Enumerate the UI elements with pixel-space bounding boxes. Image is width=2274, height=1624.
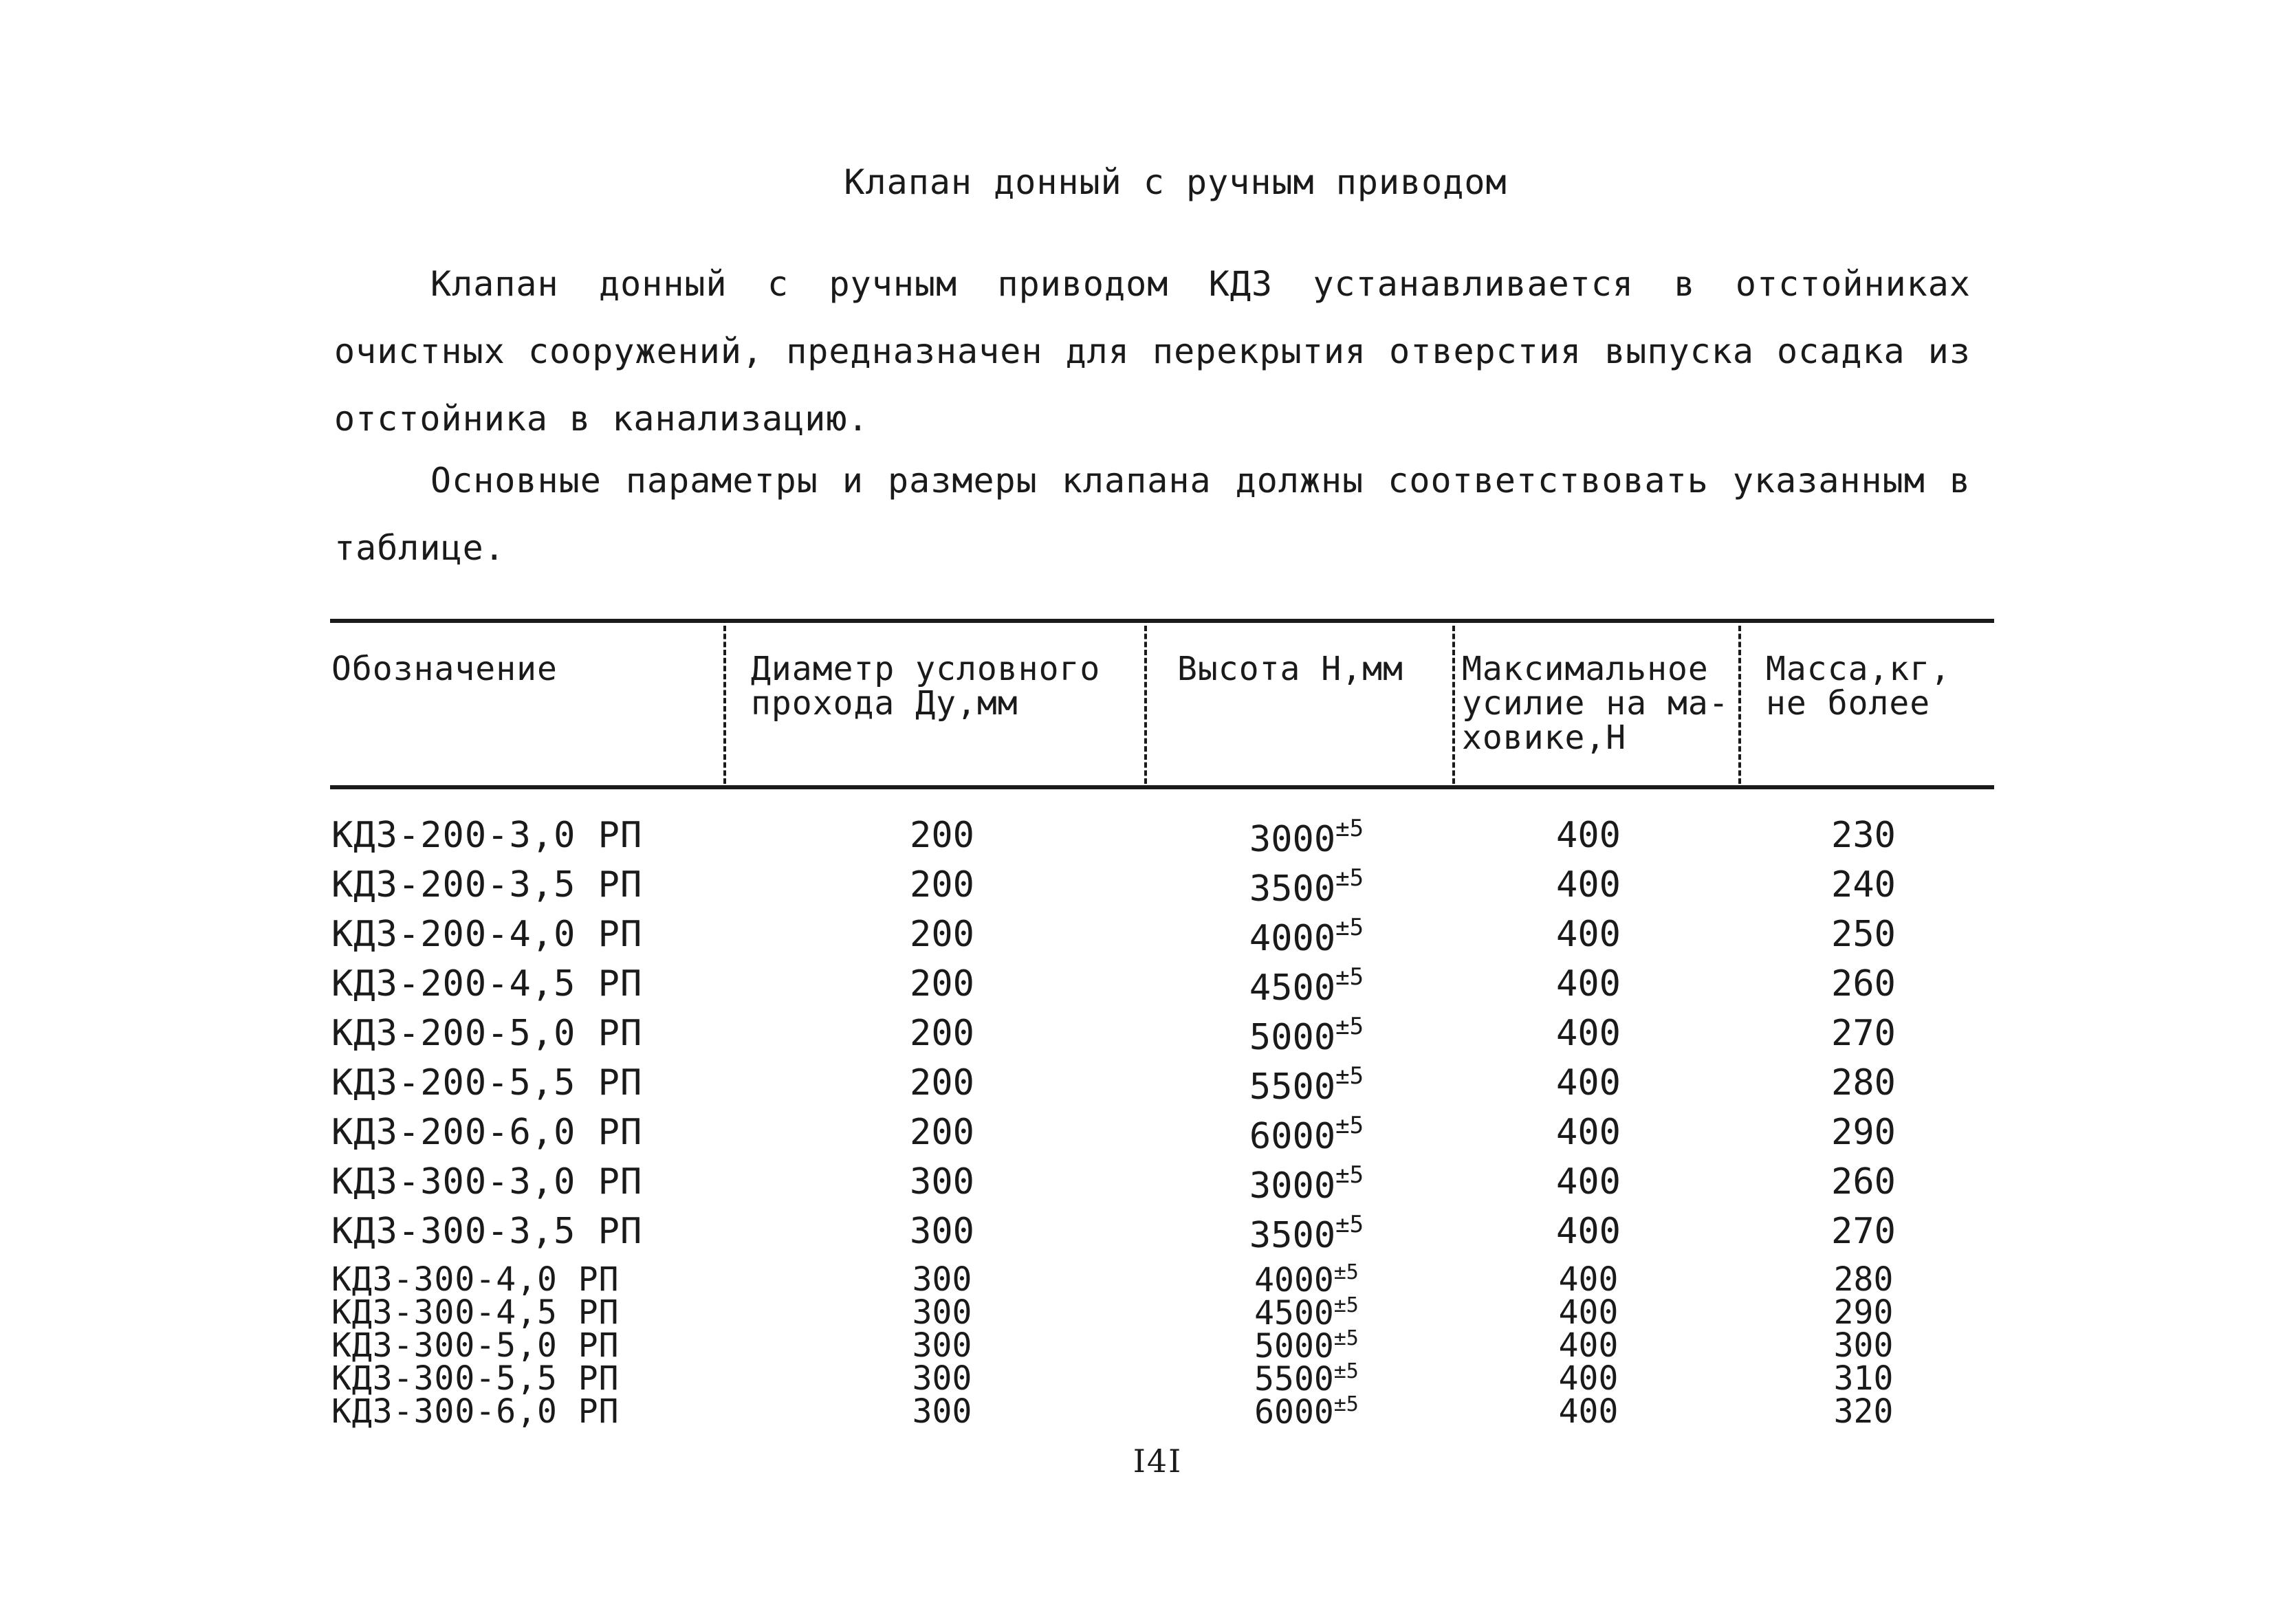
cell-designation: КДЗ-300-4,5 РП bbox=[331, 1293, 620, 1332]
cell-height bbox=[1203, 1112, 1410, 1157]
cell-mass: 260 bbox=[1831, 963, 1896, 1005]
cell-height-value: 5500 bbox=[1254, 1360, 1334, 1398]
cell-diameter: 300 bbox=[910, 1161, 974, 1203]
cell-height-tolerance: ±5 bbox=[1333, 1326, 1359, 1350]
cell-height-tolerance: ±5 bbox=[1335, 1112, 1364, 1139]
table-top-rule bbox=[330, 619, 1994, 623]
cell-mass: 270 bbox=[1831, 1211, 1896, 1252]
cell-height bbox=[1203, 864, 1410, 910]
column-divider bbox=[1144, 626, 1147, 784]
cell-height-tolerance: ±5 bbox=[1335, 1161, 1364, 1189]
cell-height-value: 4500 bbox=[1249, 967, 1336, 1009]
header-force: Максимальное усилие на ма- ховике,Н bbox=[1462, 650, 1729, 757]
paragraph-parameters bbox=[334, 447, 1971, 582]
header-designation: Обозначение bbox=[331, 650, 558, 688]
cell-height bbox=[1203, 1062, 1410, 1108]
cell-mass: 250 bbox=[1831, 914, 1896, 955]
cell-force: 400 bbox=[1556, 864, 1621, 906]
cell-designation: КДЗ-200-3,0 РП bbox=[331, 815, 643, 856]
cell-mass: 320 bbox=[1833, 1392, 1894, 1431]
table-row bbox=[330, 1013, 1994, 1062]
header-mass: Масса,кг, не более bbox=[1766, 650, 1952, 723]
cell-force: 400 bbox=[1558, 1392, 1619, 1431]
cell-designation: КДЗ-200-3,5 РП bbox=[331, 864, 643, 906]
cell-height bbox=[1203, 1161, 1410, 1207]
cell-height-value: 5500 bbox=[1249, 1066, 1336, 1108]
paragraph-parameters-text: Основные параметры и размеры клапана должны соответствовать указанным в таблице. bbox=[334, 461, 1971, 568]
cell-designation: КДЗ-300-4,0 РП bbox=[331, 1260, 620, 1299]
cell-height-value: 3500 bbox=[1249, 1215, 1336, 1256]
cell-height-tolerance: ±5 bbox=[1333, 1359, 1359, 1383]
table-body bbox=[330, 815, 1994, 1431]
cell-height-tolerance: ±5 bbox=[1333, 1392, 1359, 1416]
cell-designation: КДЗ-200-4,0 РП bbox=[331, 914, 643, 955]
cell-height-value: 6000 bbox=[1249, 1116, 1336, 1157]
cell-designation: КДЗ-300-5,5 РП bbox=[331, 1359, 620, 1398]
table-row bbox=[330, 1062, 1994, 1112]
table-row bbox=[330, 963, 1994, 1013]
column-divider bbox=[723, 626, 726, 784]
column-divider bbox=[1452, 626, 1455, 784]
table-row bbox=[330, 1260, 1994, 1299]
table-row bbox=[330, 914, 1994, 963]
column-divider bbox=[1738, 626, 1741, 784]
table-row bbox=[330, 1392, 1994, 1431]
cell-designation: КДЗ-300-5,0 РП bbox=[331, 1326, 620, 1365]
table-header-rule bbox=[330, 785, 1994, 789]
cell-diameter: 200 bbox=[910, 914, 974, 955]
cell-height-value: 5000 bbox=[1249, 1017, 1336, 1058]
document-title: Клапан донный с ручным приводом bbox=[844, 162, 1507, 202]
cell-height-value: 6000 bbox=[1254, 1393, 1334, 1431]
table-row bbox=[330, 1326, 1994, 1365]
cell-diameter: 300 bbox=[912, 1260, 972, 1299]
cell-force: 400 bbox=[1558, 1326, 1619, 1365]
cell-height-tolerance: ±5 bbox=[1335, 963, 1364, 991]
cell-force: 400 bbox=[1558, 1293, 1619, 1332]
cell-height-value: 4000 bbox=[1254, 1261, 1334, 1299]
cell-height bbox=[1203, 963, 1410, 1009]
cell-diameter: 300 bbox=[912, 1293, 972, 1332]
cell-height-value: 4000 bbox=[1249, 918, 1336, 959]
cell-diameter: 200 bbox=[910, 1112, 974, 1153]
cell-force: 400 bbox=[1556, 963, 1621, 1005]
page-number: I4I bbox=[1133, 1442, 1183, 1480]
cell-diameter: 200 bbox=[910, 1013, 974, 1054]
cell-diameter: 300 bbox=[912, 1326, 972, 1365]
cell-height-value: 3000 bbox=[1249, 819, 1336, 860]
cell-force: 400 bbox=[1558, 1260, 1619, 1299]
table-row bbox=[330, 864, 1994, 914]
cell-diameter: 200 bbox=[910, 864, 974, 906]
cell-force: 400 bbox=[1556, 815, 1621, 856]
paragraph-description bbox=[334, 250, 1971, 452]
cell-diameter: 200 bbox=[910, 815, 974, 856]
cell-height-tolerance: ±5 bbox=[1335, 914, 1364, 941]
cell-height-tolerance: ±5 bbox=[1335, 1211, 1364, 1238]
cell-height bbox=[1203, 914, 1410, 959]
cell-mass: 300 bbox=[1833, 1326, 1894, 1365]
cell-force: 400 bbox=[1556, 914, 1621, 955]
header-height: Высота H,мм bbox=[1177, 650, 1403, 688]
cell-mass: 280 bbox=[1833, 1260, 1894, 1299]
cell-diameter: 300 bbox=[912, 1359, 972, 1398]
cell-height bbox=[1203, 1013, 1410, 1058]
cell-force: 400 bbox=[1556, 1161, 1621, 1203]
cell-designation: КДЗ-300-3,5 РП bbox=[331, 1211, 643, 1252]
cell-height-tolerance: ±5 bbox=[1335, 864, 1364, 892]
cell-designation: КДЗ-300-3,0 РП bbox=[331, 1161, 643, 1203]
cell-height-value: 5000 bbox=[1254, 1327, 1334, 1365]
cell-designation: КДЗ-300-6,0 РП bbox=[331, 1392, 620, 1431]
cell-height bbox=[1203, 1392, 1410, 1431]
cell-mass: 260 bbox=[1831, 1161, 1896, 1203]
table-row bbox=[330, 1161, 1994, 1211]
header-diameter: Диаметр условного прохода Ду,мм bbox=[751, 650, 1101, 723]
cell-height-value: 3000 bbox=[1249, 1165, 1336, 1207]
paragraph-description-text: Клапан донный с ручным приводом КДЗ устанавливается в отстойниках очистных сооружений, предназначен для перекрытия отверстия выпуска осадка из отстойника в канализацию. bbox=[334, 264, 1971, 439]
cell-height-value: 4500 bbox=[1254, 1294, 1334, 1332]
cell-designation: КДЗ-200-5,5 РП bbox=[331, 1062, 643, 1104]
cell-height-tolerance: ±5 bbox=[1335, 815, 1364, 842]
cell-diameter: 200 bbox=[910, 1062, 974, 1104]
cell-force: 400 bbox=[1556, 1013, 1621, 1054]
cell-designation: КДЗ-200-6,0 РП bbox=[331, 1112, 643, 1153]
cell-designation: КДЗ-200-4,5 РП bbox=[331, 963, 643, 1005]
cell-mass: 290 bbox=[1831, 1112, 1896, 1153]
cell-mass: 310 bbox=[1833, 1359, 1894, 1398]
cell-height bbox=[1203, 815, 1410, 860]
table-row bbox=[330, 1293, 1994, 1332]
table-row bbox=[330, 1112, 1994, 1161]
cell-designation: КДЗ-200-5,0 РП bbox=[331, 1013, 643, 1054]
cell-mass: 290 bbox=[1833, 1293, 1894, 1332]
cell-mass: 280 bbox=[1831, 1062, 1896, 1104]
cell-force: 400 bbox=[1556, 1062, 1621, 1104]
cell-diameter: 300 bbox=[912, 1392, 972, 1431]
cell-height-tolerance: ±5 bbox=[1335, 1013, 1364, 1040]
cell-height-value: 3500 bbox=[1249, 868, 1336, 910]
cell-diameter: 300 bbox=[910, 1211, 974, 1252]
table-row bbox=[330, 1211, 1994, 1260]
cell-height-tolerance: ±5 bbox=[1335, 1062, 1364, 1090]
cell-force: 400 bbox=[1556, 1211, 1621, 1252]
cell-mass: 230 bbox=[1831, 815, 1896, 856]
cell-mass: 240 bbox=[1831, 864, 1896, 906]
table-row bbox=[330, 1359, 1994, 1398]
cell-mass: 270 bbox=[1831, 1013, 1896, 1054]
cell-height-tolerance: ±5 bbox=[1333, 1293, 1359, 1317]
cell-height-tolerance: ±5 bbox=[1333, 1260, 1359, 1284]
table-row bbox=[330, 815, 1994, 864]
cell-force: 400 bbox=[1558, 1359, 1619, 1398]
cell-diameter: 200 bbox=[910, 963, 974, 1005]
cell-height bbox=[1203, 1211, 1410, 1256]
cell-force: 400 bbox=[1556, 1112, 1621, 1153]
